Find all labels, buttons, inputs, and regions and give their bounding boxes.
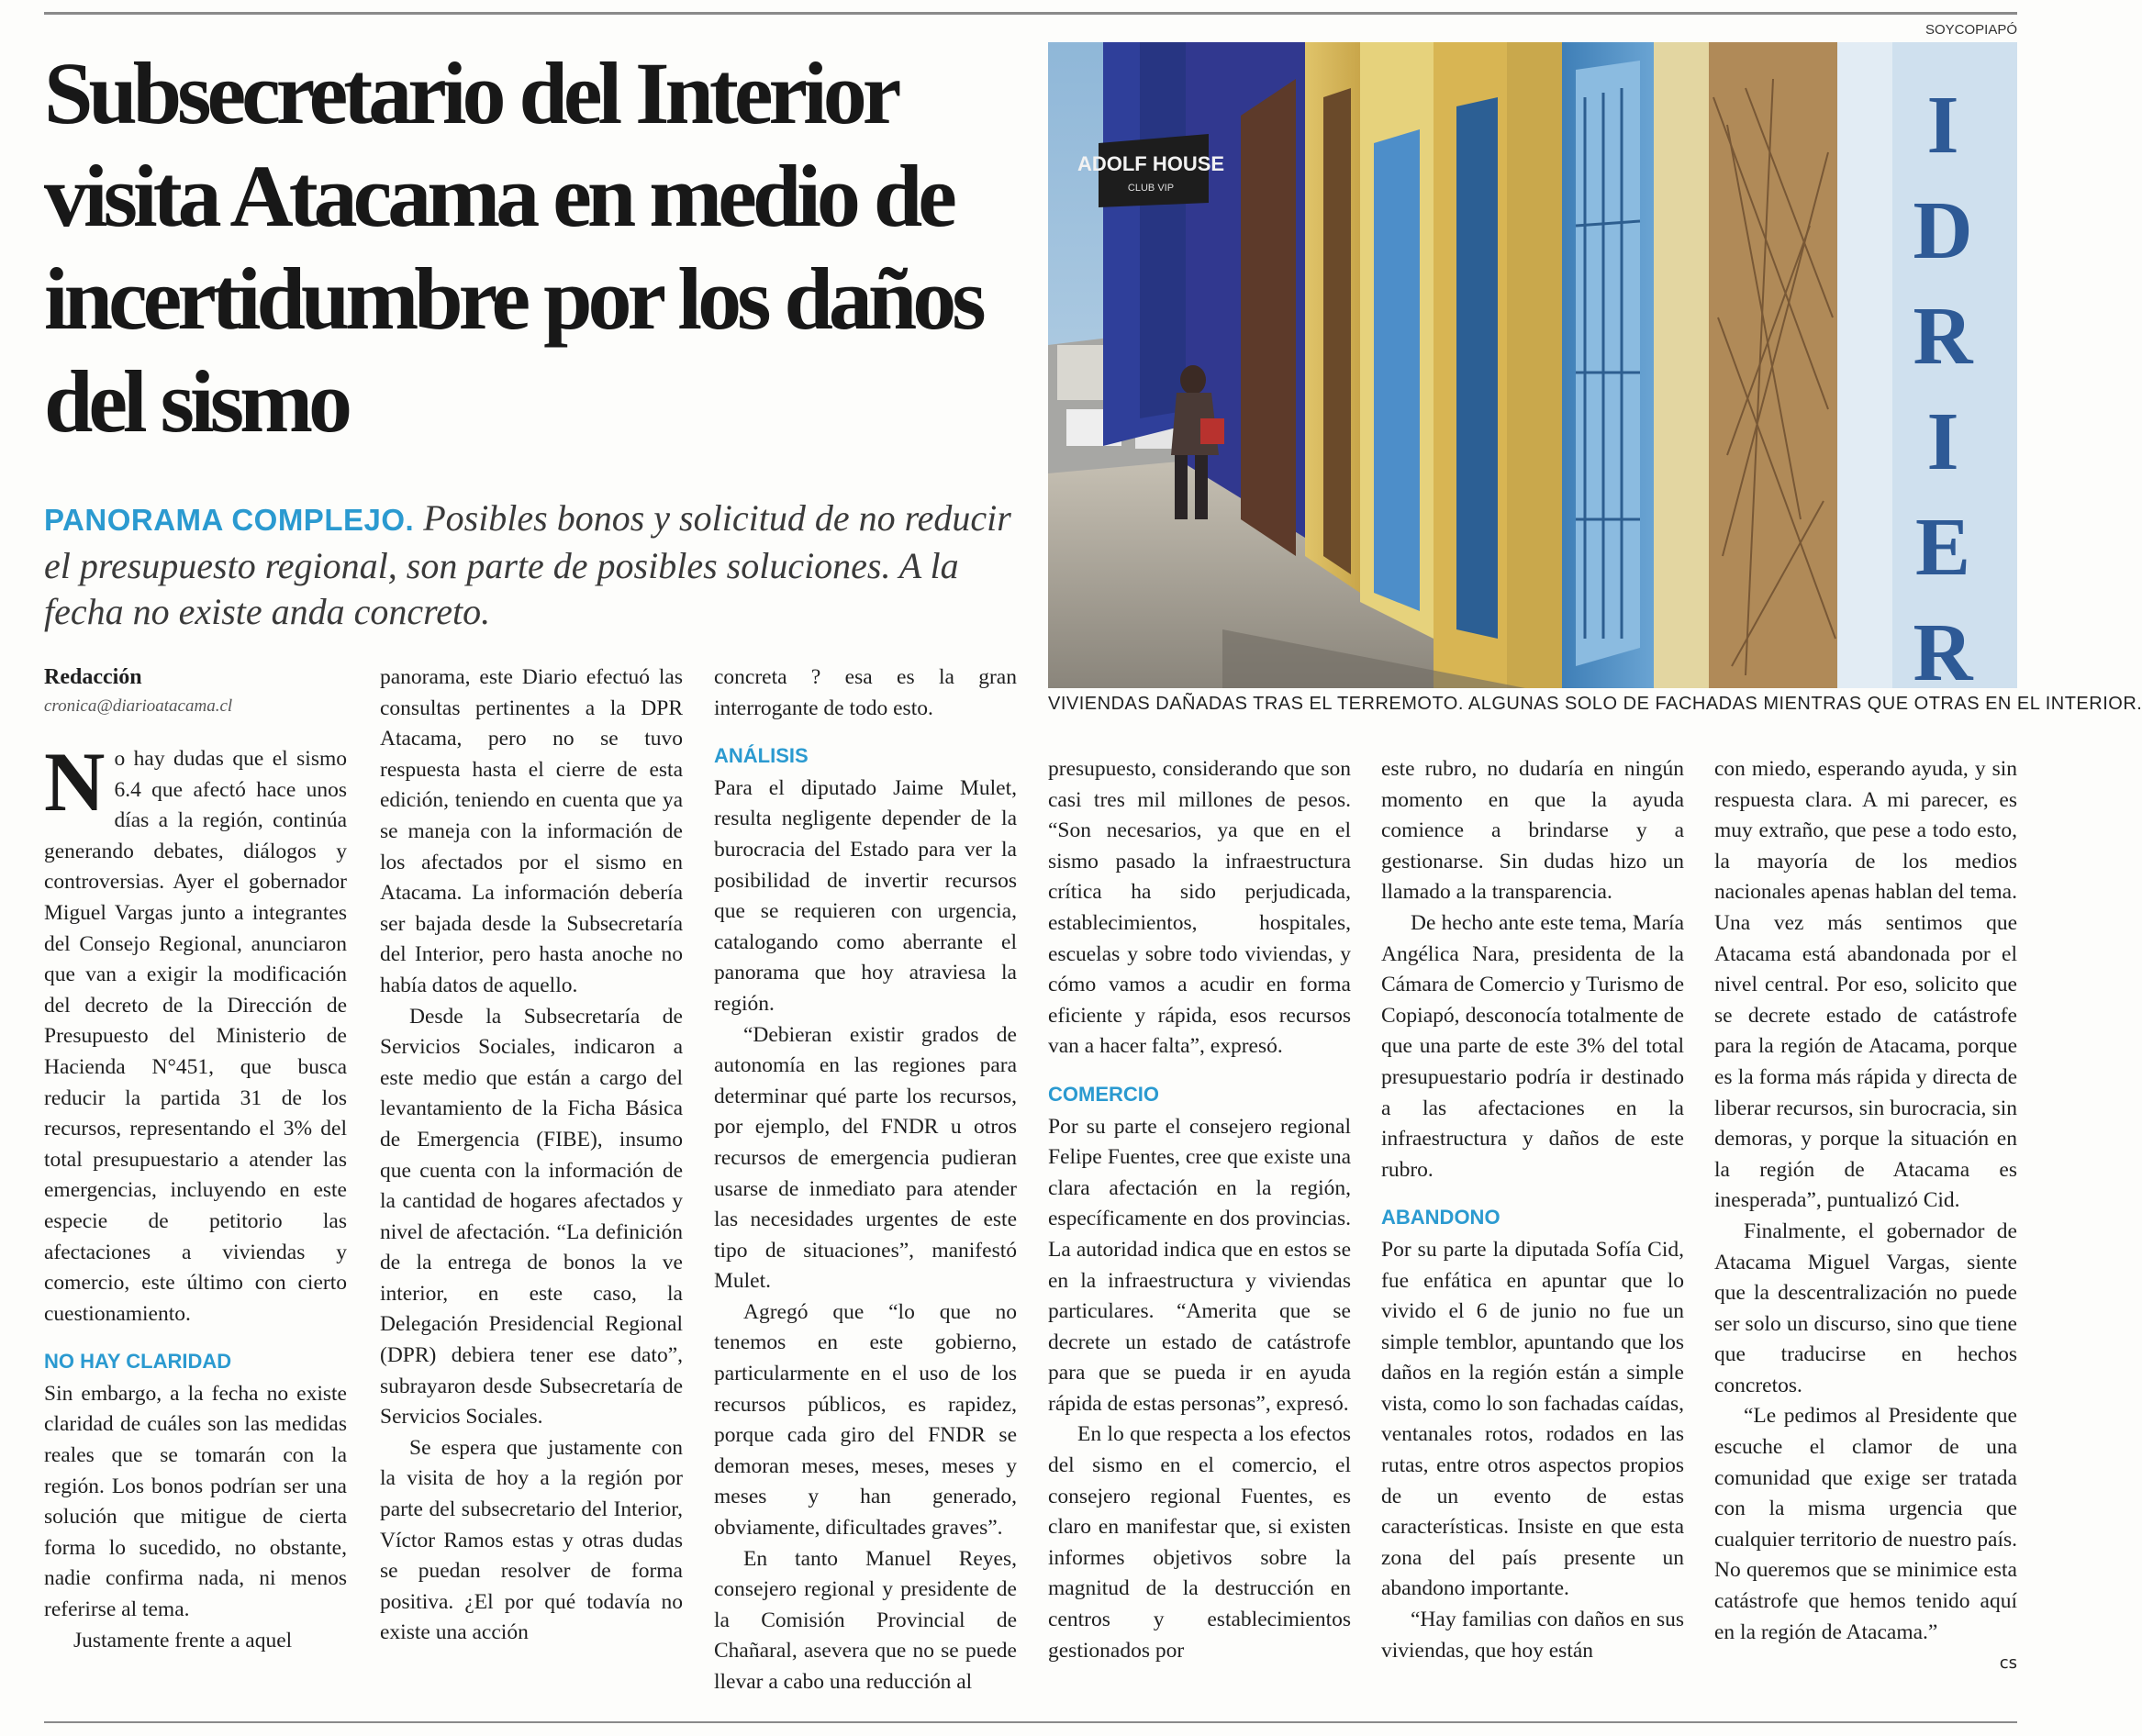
article-column-5 [1381, 754, 1684, 1708]
club-sign-title: ADOLF HOUSE [1077, 152, 1225, 175]
paragraph: Justamente frente a aquel [73, 1628, 293, 1653]
paragraph: concreta ? esa es la gran interrogante de todo esto. [714, 665, 1017, 720]
club-sign-subtitle: CLUB VIP [1127, 183, 1175, 194]
paragraph: Para el diputado Jaime Mulet, resulta negligente depender de la burocracia del Estado para ver la posibilidad de invertir recursos que se requieren con urgencia, catalogando como aberrante el panorama que hoy atraviesa la región. [714, 775, 1017, 1016]
paragraph [44, 735, 347, 1330]
paragraph: En lo que respecta a los efectos del sismo en el comercio, el consejero regional Fuentes, es claro en manifestar que, si existen informes objetivos sobre la magnitud de la destrucción en centros y establecimientos gestionados por [1048, 1422, 1351, 1663]
headline: Subsecretario del Interior visita Atacama en medio de incertidumbre por los daños del sismo [44, 44, 982, 451]
section-heading: NO HAY CLARIDAD [44, 1350, 232, 1374]
lead-paragraph [44, 495, 1017, 635]
article-column-1 [44, 662, 347, 1708]
street-photo-illustration [1048, 42, 2017, 698]
bottom-rule [44, 1721, 2017, 1723]
article-column-4 [1048, 754, 1351, 1708]
paragraph: Sin embargo, a la fecha no existe claridad de cuáles son las medidas reales que se tomarán con la región. Los bonos podrían ser una solución que mitigue de cierta forma lo sucedido, no obstante, nadie confirma nada, ni menos referirse al tema. [44, 1381, 347, 1622]
paragraph: Por su parte el consejero regional Felipe Fuentes, cree que existe una clara afectación en la región, específicamente en dos provincias. La autoridad indica que en estos se en la infraestructura y viviendas particulares. “Amerita que se decrete un estado de catástrofe para que se pueda ir en ayuda rápida de estas personas”, expresó. [1048, 1114, 1351, 1416]
wall-letter: E [1914, 502, 1971, 593]
wall-letter: R [1913, 607, 1973, 698]
top-rule [44, 12, 2017, 15]
paragraph: con miedo, esperando ayuda, y sin respuesta clara. A mi parecer, es muy extraño, que pese a todo esto, la mayoría de los medios nacionales apenas hablan del tema. Una vez más sentimos que Atacama está abandonada por el nivel central. Por eso, solicito que se decrete estado de catástrofe para la región de Atacama, porque es la forma más rápida y directa de liberar recursos, sin burocracia, sin demoras, y porque la situación en la región de Atacama es inesperada”, puntualizó Cid. [1714, 757, 2017, 1213]
byline-email: cronica@diarioatacama.cl [44, 696, 233, 716]
wall-letter: I [1926, 396, 1959, 487]
photo-caption: VIVIENDAS DAÑADAS TRAS EL TERREMOTO. ALGUNAS SOLO DE FACHADAS MIENTRAS QUE OTRAS EN EL INTERIOR. [1048, 694, 2142, 714]
paragraph: “Hay familias con daños en sus viviendas, que hoy están [1381, 1608, 1684, 1663]
dropcap: N [44, 735, 106, 829]
paragraph: “Le pedimos al Presidente que escuche el clamor de una comunidad que exige ser tratada con la misma urgencia que cualquier territorio de nuestro país. No queremos que se minimice esta catástrofe que hemos tenido aquí en la región de Atacama.” [1714, 1404, 2017, 1644]
club-sign [1077, 134, 1224, 207]
article-column-3 [714, 662, 1017, 1708]
lead-kicker: PANORAMA COMPLEJO. [44, 503, 415, 537]
paragraph: “Debieran existir grados de autonomía en las regiones para determinar qué parte los recursos, por ejemplo, del FNDR u otros recursos de emergencia pudieran usarse de inmediato para atender las necesidades urgentes de este tipo de situaciones”, manifestó Mulet. [714, 1022, 1017, 1294]
article-photo [1048, 42, 2017, 698]
paragraph: Agregó que “lo que no tenemos en este gobierno, particularmente en el uso de los recursos públicos, es rapidez, porque cada giro del FNDR se demoran meses, meses, meses y meses y han generado, obviamente, dificultades graves”. [714, 1299, 1017, 1541]
lead-text: Posibles bonos y solicitud de no reducir el presupuesto regional, son parte de posibles soluciones. A la fecha no existe anda concreto. [44, 497, 1011, 632]
byline-name: Redacción [44, 665, 142, 689]
wall-letter: R [1913, 291, 1973, 382]
paragraph: Se espera que justamente con la visita de hoy a la región por parte del subsecretario del Interior, Víctor Ramos estas y otras dudas se puedan resolver de forma positiva. ¿El por qué todavía no existe una acción [380, 1435, 683, 1645]
photo-credit: SOYCOPIAPÓ [1924, 22, 2017, 38]
section-heading: COMERCIO [1048, 1082, 1159, 1106]
paragraph: panorama, este Diario efectuó las consultas pertinentes a la DPR Atacama, pero no se tuvo respuesta hasta el cierre de esta edición, teniendo en cuenta que ya se maneja con la información de los afectados por el sismo en Atacama. La información debería ser bajada desde la Subsecretaría del Interior, pero hasta anoche no había datos de aquello. [380, 665, 683, 997]
paragraph: De hecho ante este tema, María Angélica Nara, presidenta de la Cámara de Comercio y Turismo de Copiapó, desconocía totalmente de que una parte de este 3% del total presupuestario podría ir destinado a las afectaciones en la infraestructura y daños de este rubro. [1381, 910, 1684, 1182]
paragraph: Desde la Subsecretaría de Servicios Sociales, indicaron a este medio que están a cargo del levantamiento de la Ficha Básica de Emergencia (FIBE), insumo que cuenta con la información de la cantidad de hogares afectados y nivel de afectación. “La definición de la entrega de bonos la ve interior, en este caso, la Delegación Presidencial Regional (DPR) debiera tener ese dato”, subrayaron desde Subsecretaría de Servicios Sociales. [380, 1004, 683, 1430]
section-heading: ABANDONO [1381, 1206, 1501, 1230]
article-column-2 [380, 662, 683, 1708]
paragraph: este rubro, no dudaría en ningún momento en que la ayuda comience a brindarse y a gestionarse. Sin dudas hizo un llamado a la transparencia. [1381, 757, 1684, 905]
section-heading: ANÁLISIS [714, 744, 809, 768]
paragraph-text: o hay dudas que el sismo 6.4 que afectó hace unos días a la región, continúa generando debates, diálogos y controversias. Ayer el gobernador Miguel Vargas junto a integrantes del Consejo Regional, anunciaron que van a exigir la modificación del decreto de la Dirección de Presupuesto del Ministerio de Hacienda N°451, que busca reducir la partida 31 de los recursos, representando el 3% del total presupuestario a atender las emergencias, incluyendo en este especie de petitorio las afectaciones a viviendas y comercio, este último con cierto cuestionamiento. [44, 747, 347, 1326]
paragraph: Finalmente, el gobernador de Atacama Miguel Vargas, siente que la descentralización no puede ser solo un discurso, sino que tiene que traducirse en hechos concretos. [1714, 1219, 2017, 1397]
wall-letter: I [1926, 80, 1959, 171]
paragraph: Por su parte la diputada Sofía Cid, fue enfática en apuntar que lo vivido el 6 de junio no fue un simple temblor, apuntando que los daños en la región están a simple vista, como lo son fachadas caídas, ventanales rotos, rodados en las rutas, entre otros aspectos propios de un evento de estas características. Insiste en que esta zona del país presente un abandono importante. [1381, 1237, 1684, 1601]
article-column-6 [1714, 754, 2017, 1708]
end-mark-icon: cs [1999, 1653, 2017, 1674]
paragraph: presupuesto, considerando que son casi tres mil millones de pesos. “Son necesarios, ya que en el sismo pasado la infraestructura crítica ha sido perjudicada, establecimientos, hospitales, escuelas y sobre todo viviendas, y cómo vamos a acudir en forma eficiente y rápida, esos recursos van a hacer falta”, expresó. [1048, 757, 1351, 1059]
paragraph: En tanto Manuel Reyes, consejero regional y presidente de la Comisión Provincial de Chañaral, asevera que no se puede llevar a cabo una reducción al [714, 1546, 1017, 1694]
wall-letter: D [1913, 185, 1973, 276]
